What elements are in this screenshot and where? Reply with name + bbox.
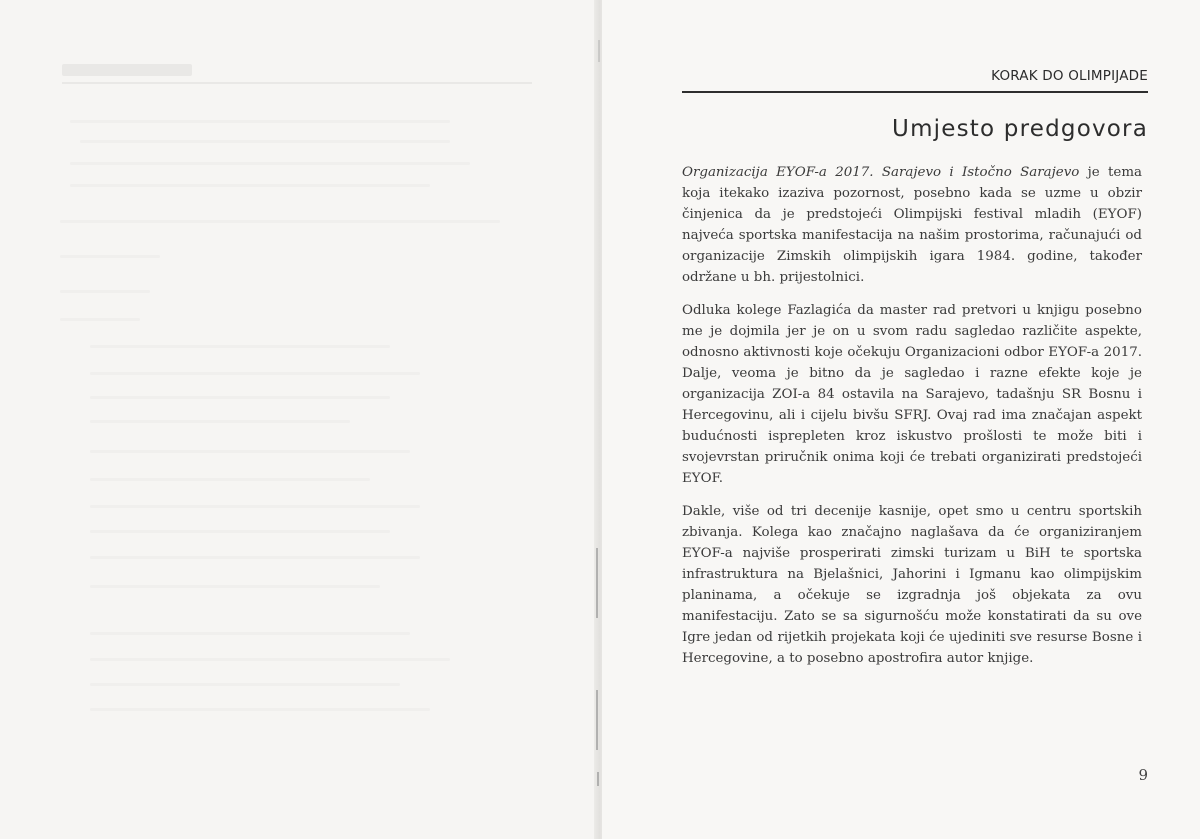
show-through-line (90, 450, 410, 453)
binding-mark-mid (596, 548, 598, 618)
paragraph-2: Odluka kolege Fazlagića da master rad pretvori u knjigu posebno me je dojmila jer je on u svom radu sagledao različite aspekte, odnosno aktivnosti koje očekuju Organizacioni odbor EYOF-a 2017. Dalje, veoma je bitno da je sagledao i razne efekte koje je organizacija ZOI-a 84 ostavila na Sarajevo, tadašnju SR Bosnu i Hercegovinu, ali i cijelu bivšu SFRJ. Ovaj rad ima značajan aspekt budućnosti isprepleten kroz iskustvo prošlosti te može biti i svojevrstan priručnik onima koji će trebati organizirati predstojeći EYOF. (682, 303, 1142, 486)
body-text (682, 162, 1142, 681)
show-through-line (60, 290, 150, 293)
show-through-line (70, 184, 430, 187)
page-number: 9 (1138, 766, 1148, 784)
show-through-line (90, 585, 380, 588)
show-through-line (70, 162, 470, 165)
running-head: KORAK DO OLIMPIJADE (991, 68, 1148, 84)
paragraph-1-italic-lead: Organizacija EYOF-a 2017. Sarajevo i Istočno Sarajevo (682, 165, 1080, 180)
show-through-line (90, 683, 400, 686)
show-through-header-label (62, 64, 192, 76)
show-through-line (90, 396, 390, 399)
show-through-line (80, 140, 450, 143)
binding-mark-low (596, 690, 598, 750)
show-through-line (60, 255, 160, 258)
page-title: Umjesto predgovora (892, 116, 1148, 142)
show-through-line (90, 530, 390, 533)
show-through-line (90, 658, 450, 661)
show-through-line (90, 556, 420, 559)
show-through-line (90, 708, 430, 711)
show-through-line (90, 505, 420, 508)
paragraph-1 (682, 162, 1142, 288)
show-through-line (90, 478, 370, 481)
show-through-line (70, 120, 450, 123)
show-through-line (90, 345, 390, 348)
binding-mark-top (598, 40, 600, 62)
left-page-blank (0, 0, 598, 839)
paragraph-3: Dakle, više od tri decenije kasnije, opet smo u centru sportskih zbivanja. Kolega kao značajno naglašava da će organiziranjem EYOF-a najviše prosperirati zimski turizam u BiH te sportska infrastruktura na Bjelašnici, Jahorini i Igmanu kao olimpijskim planinama, a očekuje se izgradnja još objekata za ovu manifestaciju. Zato se sa sigurnošću može konstatirati da su ove Igre jedan od rijetkih projekata koji će ujediniti sve resurse Bosne i Hercegovine, a to posebno apostrofira autor knjige. (682, 504, 1142, 666)
show-through-line (60, 318, 140, 321)
binding-mark-bottom (597, 772, 599, 786)
show-through-line (90, 632, 410, 635)
show-through-line (60, 220, 500, 223)
paragraph-1-text: je tema koja itekako izaziva pozornost, posebno kada se uzme u obzir činjenica da je predstojeći Olimpijski festival mladih (EYOF) najveća sportska manifestacija na našim prostorima, računajući od organizacije Zimskih olimpijskih igara 1984. godine, također održane u bh. prijestolnici. (682, 165, 1143, 285)
header-rule (682, 91, 1148, 93)
show-through-line (90, 420, 350, 423)
show-through-line (90, 372, 420, 375)
